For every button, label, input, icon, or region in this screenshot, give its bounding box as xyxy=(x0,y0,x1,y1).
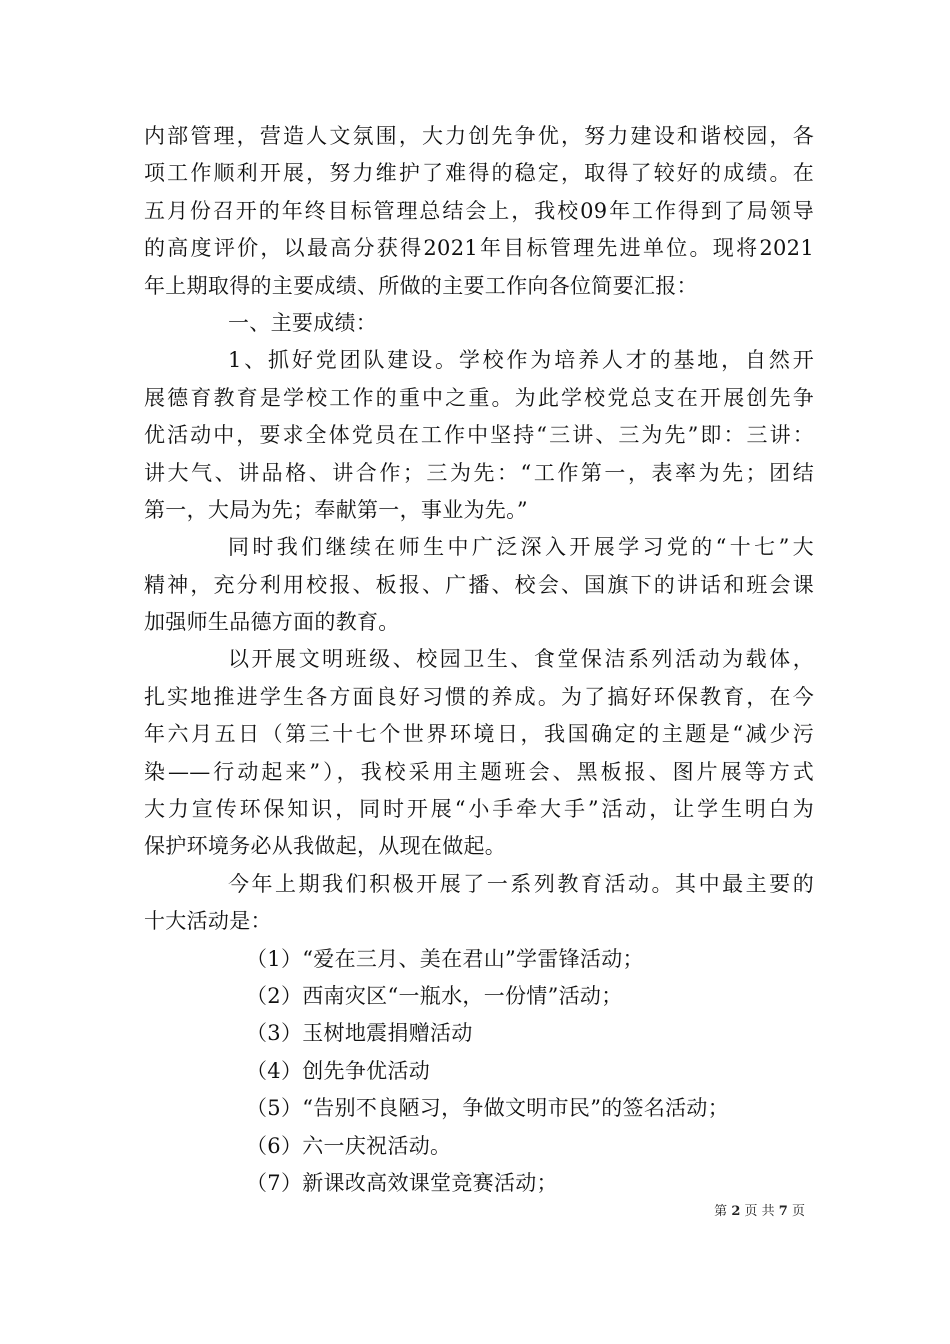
paragraph-line: 保护环境务必从我做起，从现在做起。 xyxy=(144,834,507,859)
paragraph-line: 内部管理，营造人文氛围，大力创先争优，努力建设和谐校园，各 xyxy=(144,124,814,148)
list-item: （7）新课改高效课堂竞赛活动； xyxy=(246,1170,558,1195)
list-item: （6）六一庆祝活动。 xyxy=(246,1133,452,1158)
paragraph-line: 以开展文明班级、校园卫生、食堂保洁系列活动为载体， xyxy=(228,647,814,672)
paragraph-line: 年上期取得的主要成绩、所做的主要工作向各位简要汇报： xyxy=(144,273,698,298)
total-page-number: 7 xyxy=(778,1204,788,1219)
paragraph-line: 1、抓好党团队建设。学校作为培养人才的基地，自然开 xyxy=(228,348,814,373)
list-item: （1）“爱在三月、美在君山”学雷锋活动； xyxy=(246,946,644,971)
paragraph-line: 十大活动是： xyxy=(144,909,272,934)
section-heading: 一、主要成绩： xyxy=(228,310,378,335)
paragraph-line: 讲大气、讲品格、讲合作；三为先：“工作第一，表率为先；团结 xyxy=(144,460,814,485)
paragraph-line: 扎实地推进学生各方面良好习惯的养成。为了搞好环保教育，在今 xyxy=(144,684,814,709)
paragraph-line: 的高度评价，以最高分获得2021年目标管理先进单位。现将2021 xyxy=(144,236,814,261)
paragraph-line: 精神，充分利用校报、板报、广播、校会、国旗下的讲话和班会课 xyxy=(144,572,814,597)
footer-middle: 页 共 xyxy=(744,1204,775,1219)
footer-prefix: 第 xyxy=(714,1204,728,1219)
paragraph-line: 染——行动起来”），我校采用主题班会、黑板报、图片展等方式 xyxy=(144,759,814,784)
paragraph-line: 加强师生品德方面的教育。 xyxy=(144,610,400,635)
page-footer xyxy=(714,1204,805,1220)
paragraph-line: 展德育教育是学校工作的重中之重。为此学校党总支在开展创先争 xyxy=(144,385,814,410)
paragraph-line: 今年上期我们积极开展了一系列教育活动。其中最主要的 xyxy=(228,871,814,896)
paragraph-line: 项工作顺利开展，努力维护了难得的稳定，取得了较好的成绩。在 xyxy=(144,161,814,186)
paragraph-line: 优活动中，要求全体党员在工作中坚持“三讲、三为先”即：三讲： xyxy=(144,423,814,448)
paragraph-line: 第一，大局为先；奉献第一，事业为先。” xyxy=(144,497,528,522)
list-item: （4）创先争优活动 xyxy=(246,1058,431,1083)
document-body xyxy=(144,118,814,1202)
paragraph-line: 年六月五日（第三十七个世界环境日，我国确定的主题是“减少污 xyxy=(144,722,814,747)
paragraph-line: 大力宣传环保知识，同时开展“小手牵大手”活动，让学生明白为 xyxy=(144,797,814,822)
list-item: （3）玉树地震捐赠活动 xyxy=(246,1021,473,1046)
current-page-number: 2 xyxy=(731,1204,741,1219)
paragraph-line: 同时我们继续在师生中广泛深入开展学习党的“十七”大 xyxy=(228,535,814,560)
list-item: （5）“告别不良陋习，争做文明市民”的签名活动； xyxy=(246,1096,730,1121)
paragraph-line: 五月份召开的年终目标管理总结会上，我校09年工作得到了局领导 xyxy=(144,198,814,223)
list-item: （2）西南灾区“一瓶水，一份情”活动； xyxy=(246,983,623,1008)
footer-suffix: 页 xyxy=(791,1204,805,1219)
